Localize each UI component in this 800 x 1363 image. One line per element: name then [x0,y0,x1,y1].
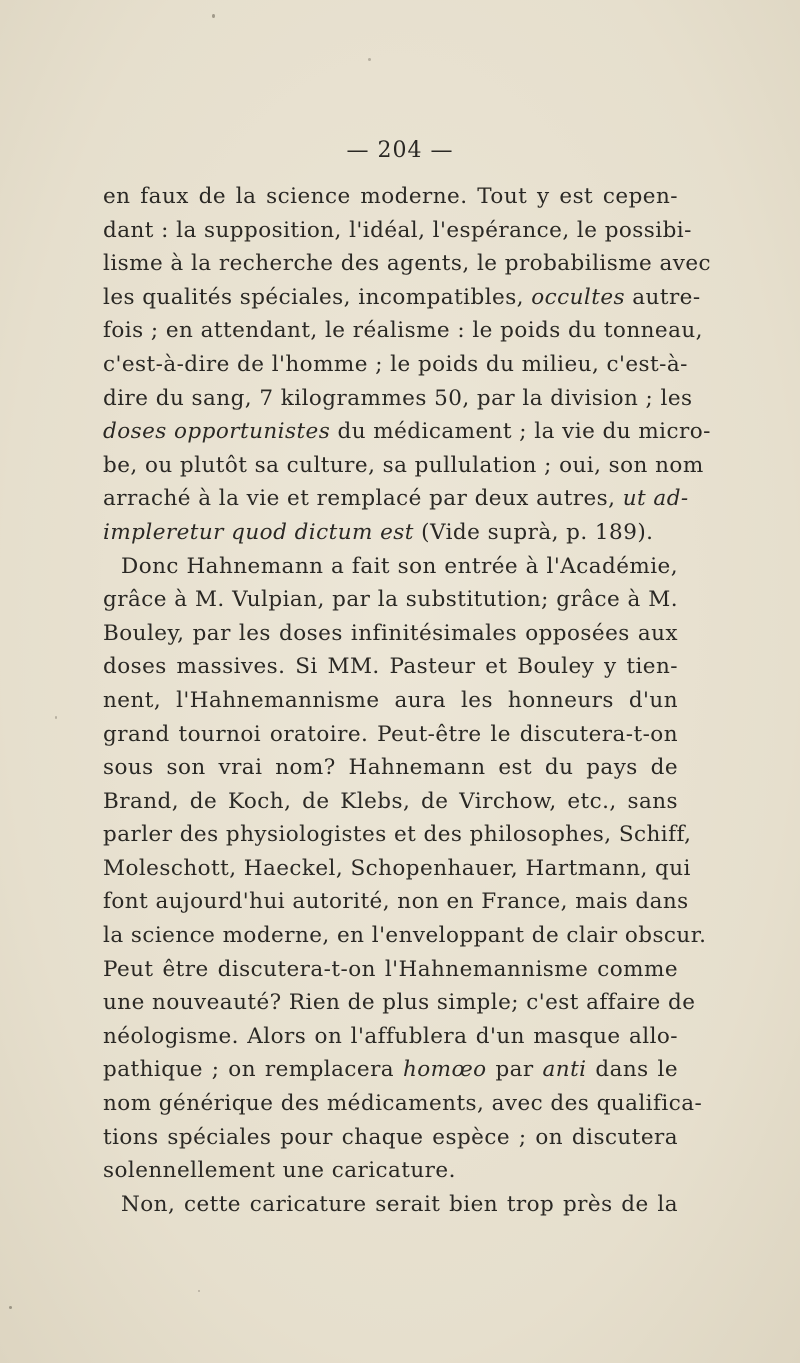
text-line: grâce à M. Vulpian, par la substitution; grâce à M. [103,587,678,613]
text-line: Non, cette caricature serait bien trop près de la [121,1191,678,1217]
text-line: les qualités spéciales, incompatibles, occultes autre- [103,284,701,310]
text-line: grand tournoi oratoire. Peut-être le discutera-t-on [103,721,678,747]
text-line: Donc Hahnemann a fait son entrée à l'Académie, [121,553,678,579]
text-line: lisme à la recherche des agents, le probabilisme avec [103,251,712,277]
text-line: doses massives. Si MM. Pasteur et Bouley y tien- [103,654,678,680]
text-line: arraché à la vie et remplacé par deux autres, ut ad- [103,486,689,512]
text-line: parler des physiologistes et des philosophes, Schiff, [103,822,692,848]
paper-speck [9,1306,12,1309]
text-line: sous son vrai nom? Hahnemann est du pays de [103,755,678,781]
text-line: dant : la supposition, l'idéal, l'espérance, le possibi- [103,217,692,243]
paper-speck [212,14,215,18]
text-line: dire du sang, 7 kilogrammes 50, par la division ; les [103,385,693,411]
text-line: Brand, de Koch, de Klebs, de Virchow, etc., sans [103,788,678,814]
text-line: néologisme. Alors on l'affublera d'un masque allo- [103,1023,678,1049]
text-line: la science moderne, en l'enveloppant de clair obscur. [103,923,707,949]
text-line: doses opportunistes du médicament ; la vie du micro- [103,419,711,445]
text-line: Bouley, par les doses infinitésimales opposées aux [103,620,678,646]
text-line: nent, l'Hahnemannisme aura les honneurs d'un [103,687,678,713]
text-line: be, ou plutôt sa culture, sa pullulation ; oui, son nom [103,452,704,478]
page-number: — 204 — [346,138,454,163]
text-line: Peut être discutera-t-on l'Hahnemannisme comme [103,956,678,982]
text-line: Moleschott, Haeckel, Schopenhauer, Hartmann, qui [103,855,691,881]
text-line: en faux de la science moderne. Tout y est cepen- [103,184,678,209]
text-line: fois ; en attendant, le réalisme : le poids du tonneau, [103,318,703,344]
text-line: c'est-à-dire de l'homme ; le poids du milieu, c'est-à- [103,351,688,377]
text-line: solennellement une caricature. [103,1158,456,1184]
body-text [103,180,712,1221]
paper-speck [198,1290,200,1292]
text-line: une nouveauté? Rien de plus simple; c'est affaire de [103,990,696,1016]
text-line: tions spéciales pour chaque espèce ; on discutera [103,1124,678,1150]
paper-speck [55,716,57,719]
paper-speck [368,58,371,61]
text-line: nom générique des médicaments, avec des qualifica- [103,1091,703,1117]
text-line: font aujourd'hui autorité, non en France, mais dans [103,889,689,915]
text-line: impleretur quod dictum est (Vide suprà, p. 189). [103,519,654,545]
text-line: pathique ; on remplacera homœo par anti dans le [103,1057,678,1083]
